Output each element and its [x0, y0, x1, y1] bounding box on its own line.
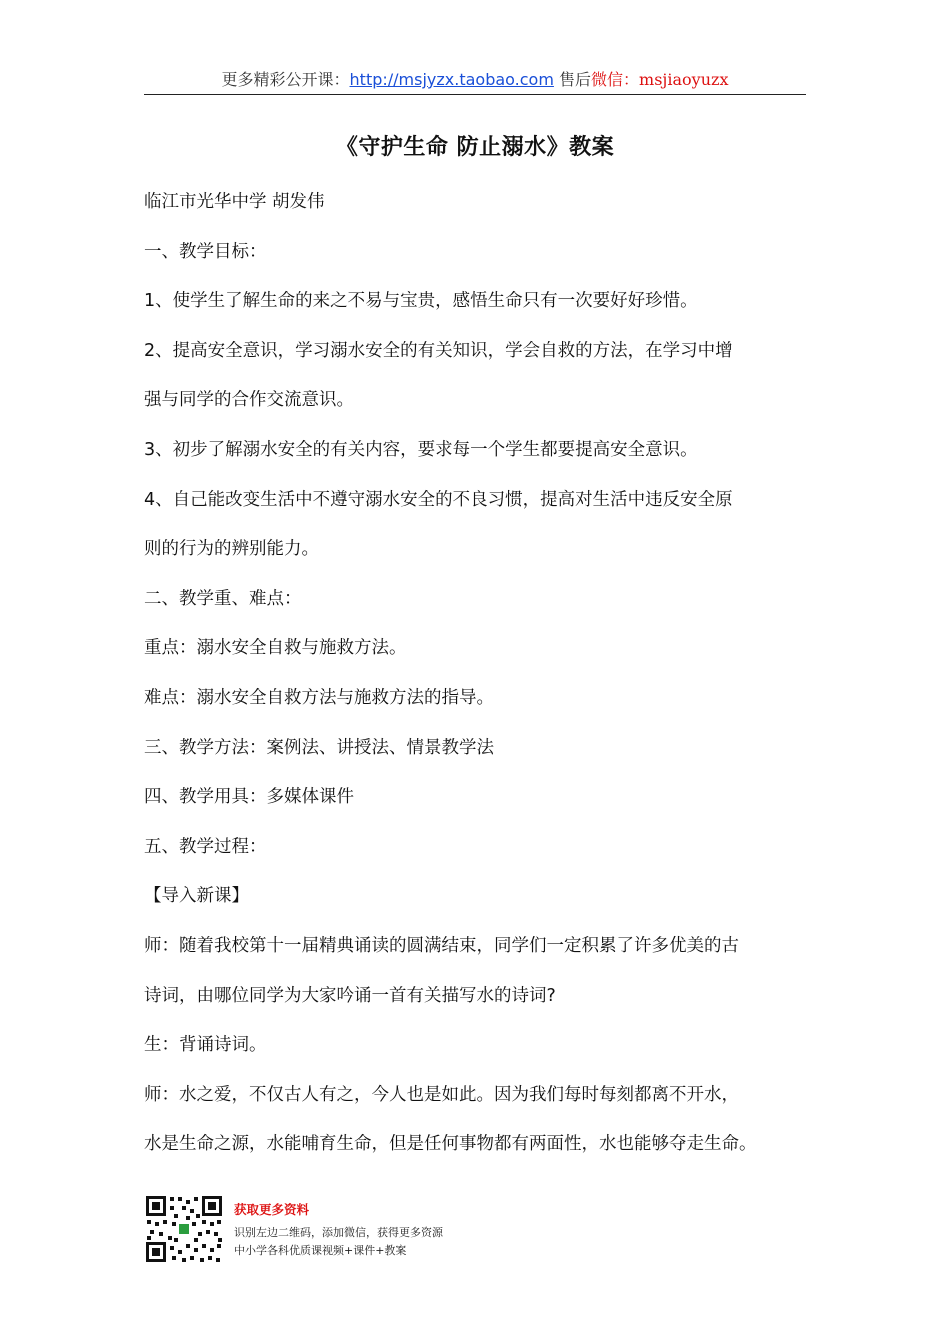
- section-heading: 四、教学用具：多媒体课件: [144, 787, 354, 808]
- header-prefix: 更多精彩公开课：: [221, 70, 350, 89]
- subsection-heading: 【导入新课】: [144, 886, 249, 907]
- footer-line-2: 中小学各科优质课视频+课件+教案: [234, 1244, 407, 1257]
- paragraph: 3、初步了解溺水安全的有关内容，要求每一个学生都要提高安全意识。: [144, 439, 698, 460]
- paragraph: 重点：溺水安全自救与施救方法。: [144, 638, 407, 659]
- qr-code-icon[interactable]: [144, 1194, 224, 1264]
- paragraph: 师：随着我校第十一届精典诵读的圆满结束，同学们一定积累了许多优美的古: [144, 935, 739, 956]
- section-heading: 三、教学方法：案例法、讲授法、情景教学法: [144, 737, 494, 758]
- paragraph: 师：水之爱，不仅古人有之，今人也是如此。因为我们每时每刻都离不开水，: [144, 1084, 739, 1105]
- author-line: 临江市光华中学 胡发伟: [144, 192, 325, 212]
- header-wechat-id: msjiaoyuzx: [639, 70, 729, 89]
- footer-line-1: 识别左边二维码，添加微信，获得更多资源: [234, 1226, 443, 1239]
- header-wechat-label: 微信：: [591, 70, 640, 89]
- paragraph: 2、提高安全意识，学习溺水安全的有关知识，学会自救的方法，在学习中增: [144, 340, 733, 361]
- section-heading: 五、教学过程：: [144, 836, 267, 857]
- paragraph: 1、使学生了解生命的来之不易与宝贵，感悟生命只有一次要好好珍惜。: [144, 291, 698, 312]
- paragraph: 则的行为的辨别能力。: [144, 539, 319, 560]
- header-after-url: 售后: [553, 70, 592, 89]
- paragraph: 水是生命之源，水能哺育生命，但是任何事物都有两面性，水也能够夺走生命。: [144, 1134, 757, 1155]
- section-heading: 二、教学重、难点：: [144, 588, 302, 609]
- paragraph: 诗词，由哪位同学为大家吟诵一首有关描写水的诗词?: [144, 985, 556, 1006]
- paragraph: 4、自己能改变生活中不遵守溺水安全的不良习惯，提高对生活中违反安全原: [144, 489, 733, 510]
- footer-promo: [144, 1194, 484, 1264]
- header-url-link[interactable]: http://msjyzx.taobao.com: [349, 70, 554, 89]
- page-header: [144, 66, 806, 95]
- footer-heading: 获取更多资料: [234, 1202, 310, 1217]
- paragraph: 生：背诵诗词。: [144, 1035, 267, 1056]
- paragraph: 难点：溺水安全自救方法与施救方法的指导。: [144, 687, 494, 708]
- document-title: 《守护生命 防止溺水》教案: [335, 135, 615, 160]
- paragraph: 强与同学的合作交流意识。: [144, 390, 354, 411]
- document-body: [144, 178, 814, 1170]
- section-heading: 一、教学目标：: [144, 241, 267, 262]
